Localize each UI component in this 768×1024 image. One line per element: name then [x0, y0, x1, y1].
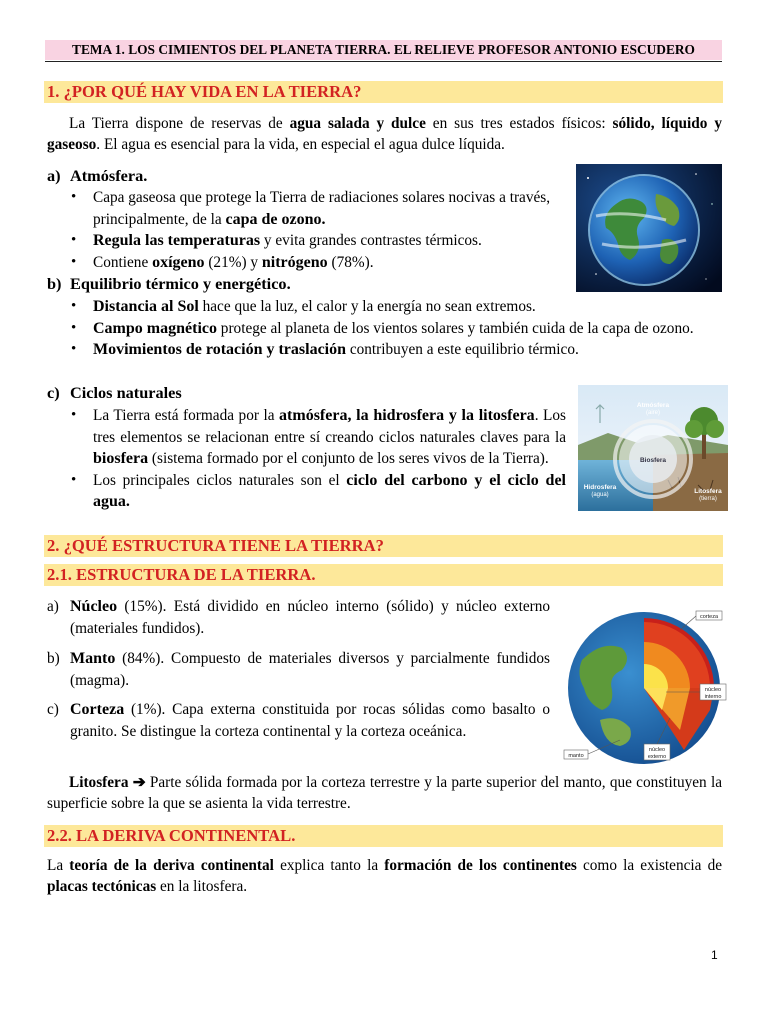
list-item: • Movimientos de rotación y traslación contribuyen a este equilibrio térmico.: [68, 339, 722, 361]
subsection-equilibrio: b) Equilibrio térmico y energético.: [47, 274, 291, 293]
item-label: a): [47, 598, 59, 615]
label-atmosfera: Atmósfera: [636, 402, 670, 409]
list-item: • Capa gaseosa que protege la Tierra de radiaciones solares nocivas a través, principalmente, de la capa de ozono.: [68, 187, 568, 230]
section-2-title: 2. ¿QUÉ ESTRUCTURA TIENE LA TIERRA?: [44, 535, 723, 557]
header-rule: [45, 61, 722, 62]
label-litosfera: Litosfera: [694, 488, 722, 495]
list-item: • Regula las temperaturas y evita grandes contrastes térmicos.: [68, 230, 568, 252]
list-item: • Los principales ciclos naturales son el ciclo del carbono y el ciclo del agua.: [68, 470, 566, 513]
list-item: • Distancia al Sol hace que la luz, el calor y la energía no sean extremos.: [68, 296, 722, 318]
item-label: c): [47, 701, 59, 718]
earth-space-image: [576, 164, 722, 292]
section-1-intro: La Tierra dispone de reservas de agua salada y dulce en sus tres estados físicos: sólido, líquido y gaseoso. El agua es esencial para la vida, en especial el agua dulce líquida.: [47, 115, 722, 153]
atmosfera-list: [68, 187, 568, 273]
subsection-atmosfera: a) Atmósfera.: [47, 166, 148, 185]
litosfera-paragraph: Litosfera ➔ Parte sólida formada por la corteza terrestre y la parte superior del manto, que constituyen la superficie sobre la que se asienta la vida terrestre.: [47, 774, 722, 812]
section-2-2-title: 2.2. LA DERIVA CONTINENTAL.: [44, 825, 723, 847]
natural-cycles-figure: [578, 385, 728, 511]
section-2-1-title: 2.1. ESTRUCTURA DE LA TIERRA.: [44, 564, 723, 586]
label-hidrosfera: Hidrosfera: [583, 484, 617, 491]
label-corteza: corteza: [699, 614, 719, 620]
item-manto: Manto (84%). Compuesto de materiales diversos y parcialmente fundidos (magma).: [70, 650, 550, 689]
label-nucleo-interno: núcleo: [704, 687, 722, 693]
label-agua: (agua): [591, 492, 609, 498]
earth-layers-figure: [560, 600, 728, 768]
label-aire: (aire): [645, 410, 661, 416]
label-biosfera: Biosfera: [639, 457, 667, 464]
list-item: • La Tierra está formada por la atmósfera, la hidrosfera y la litosfera. Los tres elementos se relacionan entre sí creando ciclos naturales claves para la biosfera (sistema formado por el conjunto de los seres vivos de la Tierra).: [68, 405, 566, 470]
item-nucleo: Núcleo (15%). Está dividido en núcleo interno (sólido) y núcleo externo (materiales fundidos).: [70, 598, 550, 637]
label-externo: externo: [647, 754, 667, 760]
list-item: • Contiene oxígeno (21%) y nitrógeno (78%).: [68, 252, 568, 274]
deriva-paragraph: La teoría de la deriva continental explica tanto la formación de los continentes como la existencia de placas tectónicas en la litosfera.: [47, 857, 723, 895]
list-item: • Campo magnético protege al planeta de los vientos solares y también cuida de la capa de ozono.: [68, 318, 722, 340]
label-tierra: (tierra): [699, 496, 717, 502]
equilibrio-list: [68, 296, 722, 361]
item-label: b): [47, 650, 60, 667]
label-manto: manto: [568, 753, 584, 759]
header-text: TEMA 1. LOS CIMIENTOS DEL PLANETA TIERRA. EL RELIEVE PROFESOR ANTONIO ESCUDERO: [72, 42, 695, 57]
section-1-title: 1. ¿POR QUÉ HAY VIDA EN LA TIERRA?: [44, 81, 723, 103]
label-interno: interno: [704, 694, 722, 700]
item-corteza: Corteza (1%). Capa externa constituida por rocas sólidas como basalto o granito. Se distingue la corteza continental y la corteza oceánica.: [70, 701, 550, 740]
subsection-ciclos: c) Ciclos naturales: [47, 383, 182, 402]
page-header: [45, 40, 722, 60]
page-number: 1: [711, 948, 718, 962]
label-nucleo-externo: núcleo: [648, 747, 666, 753]
ciclos-list: [68, 405, 566, 513]
